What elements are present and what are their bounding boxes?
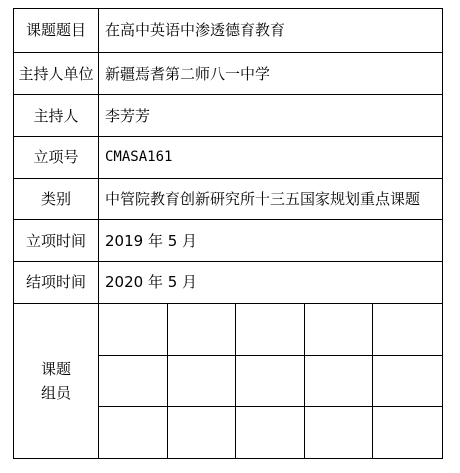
member-cell	[99, 303, 168, 356]
project-title-label: 课题题目	[14, 9, 99, 53]
approval-time-value: 2019 年 5 月	[99, 220, 443, 262]
table-row	[14, 9, 443, 53]
table-row	[14, 52, 443, 95]
category-value: 中管院教育创新研究所十三五国家规划重点课题	[99, 178, 443, 220]
member-cell	[236, 356, 305, 407]
member-cell	[168, 303, 236, 356]
category-label: 类别	[14, 178, 99, 220]
members-row	[14, 303, 443, 356]
member-cell	[236, 303, 305, 356]
member-cell	[373, 303, 443, 356]
project-title-value: 在高中英语中渗透德育教育	[99, 9, 443, 53]
completion-time-label: 结项时间	[14, 261, 99, 303]
table-row	[14, 261, 443, 303]
member-cell	[168, 356, 236, 407]
table-row	[14, 178, 443, 220]
project-info-table	[13, 8, 443, 459]
host-label: 主持人	[14, 95, 99, 137]
members-label	[14, 303, 99, 458]
approval-time-label: 立项时间	[14, 220, 99, 262]
member-cell	[99, 356, 168, 407]
member-cell	[236, 407, 305, 459]
member-cell	[373, 356, 443, 407]
completion-time-value: 2020 年 5 月	[99, 261, 443, 303]
member-cell	[305, 356, 373, 407]
table-row	[14, 95, 443, 137]
member-cell	[305, 407, 373, 459]
members-label-line2: 组员	[40, 383, 71, 402]
project-number-value: CMASA161	[99, 136, 443, 178]
member-cell	[99, 407, 168, 459]
member-cell	[373, 407, 443, 459]
host-value: 李芳芳	[99, 95, 443, 137]
table-row	[14, 220, 443, 262]
members-label-line1: 课题	[40, 359, 71, 378]
host-unit-label: 主持人单位	[14, 52, 99, 95]
host-unit-value: 新疆焉耆第二师八一中学	[99, 52, 443, 95]
project-number-label: 立项号	[14, 136, 99, 178]
member-cell	[168, 407, 236, 459]
member-cell	[305, 303, 373, 356]
table-row	[14, 136, 443, 178]
